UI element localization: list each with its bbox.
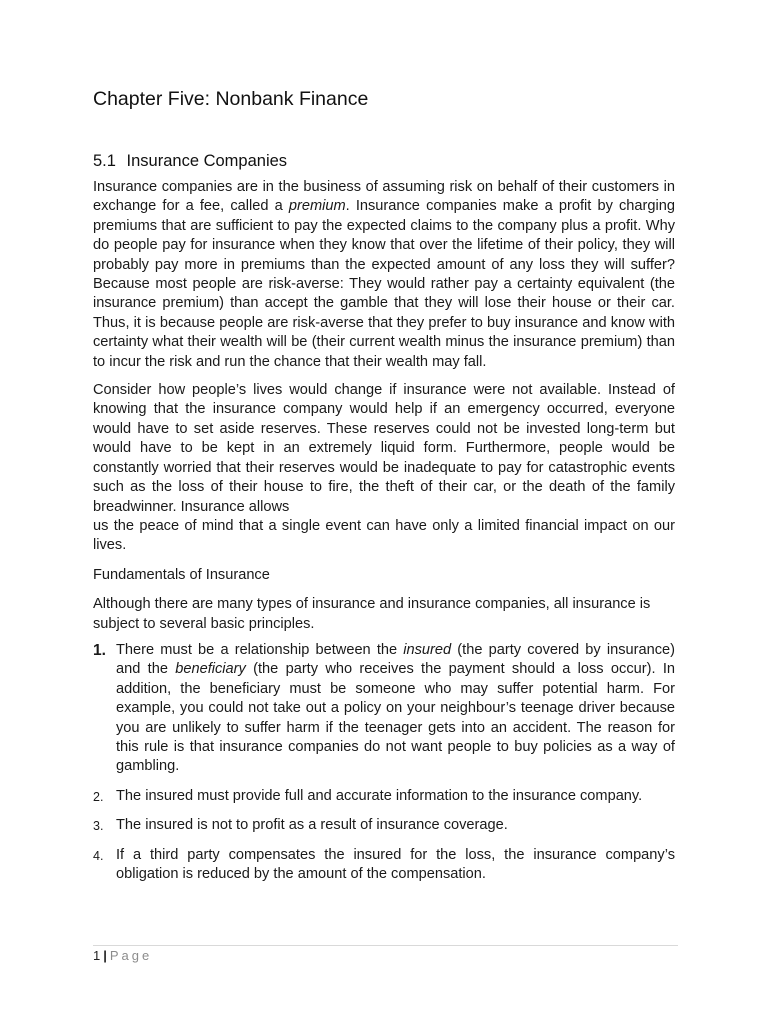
paragraph-without-insurance: Consider how people’s lives would change if insurance were not available. Instead of knowing that the insurance company would help if an emergency occurred, everyone would have to set aside reserves. These reserves could not be invested long-term but would have to be kept in an extremely liquid form. Furthermore, people would be constantly worried that their reserves would be inadequate to pay for catastrophic events such as the loss of their house to fire, the theft of their car, or the death of the family breadwinner. Insurance allows bbox=[93, 382, 675, 515]
page-label: Page bbox=[109, 948, 153, 963]
list-number: 4. bbox=[93, 848, 104, 863]
list-item-text: The insured is not to profit as a result of insurance coverage. bbox=[116, 817, 508, 834]
list-item-text: The insured must provide full and accurate information to the insurance company. bbox=[116, 787, 643, 804]
chapter-title: Chapter Five: Nonbank Finance bbox=[93, 88, 369, 110]
principles-list bbox=[93, 641, 675, 884]
page-footer bbox=[93, 948, 152, 964]
text-run: Insurance companies are in the business of assuming risk on behalf of their customers in exchange for a fee, called a bbox=[93, 179, 675, 215]
text-run: (the party who receives the payment should a loss occur). In addition, the beneficiary must be someone who may suffer potential harm. For example, you could not take out a policy on your neighbour’s teenage driver because you are unlikely to suffer harm if the teenager gets into an accident. The reason for this rule is that insurance companies do not want people to buy policies as a way of gambling. bbox=[116, 661, 675, 775]
section-heading bbox=[93, 150, 675, 172]
text-run: . Insurance companies make a profit by charging premiums that are sufficient to pay the expected claims to the company plus a profit. Why do people pay for insurance when they know that over the lifetime of their policy, they will probably pay more in premiums than the expected amount of any loss they will suffer? Because most people are risk-averse: They would rather pay a bbox=[93, 198, 675, 293]
emphasis-beneficiary: beneficiary bbox=[175, 661, 246, 678]
paragraph-without-insurance-cont: us the peace of mind that a single event can have only a limited financial impact on our lives. bbox=[93, 517, 675, 554]
paragraph-principles-intro: Although there are many types of insurance and insurance companies, all insurance is subject to several basic principles. bbox=[93, 596, 651, 632]
page-number: 1 bbox=[93, 948, 101, 963]
list-item-text: If a third party compensates the insured for the loss, the insurance company’s obligation is reduced by the amount of the compensation. bbox=[116, 846, 675, 882]
list-number: 1. bbox=[93, 641, 106, 659]
list-number: 2. bbox=[93, 789, 104, 804]
list-item-text bbox=[116, 641, 675, 777]
footer-divider bbox=[93, 945, 678, 946]
paragraph-insurance-intro bbox=[93, 178, 675, 372]
list-item bbox=[93, 787, 675, 806]
term-certainty-equivalent: certainty equivalent bbox=[517, 276, 645, 293]
emphasis-premium: premium bbox=[288, 198, 346, 215]
fundamentals-heading: Fundamentals of Insurance bbox=[93, 566, 270, 583]
page-content bbox=[93, 86, 675, 884]
footer-separator: | bbox=[103, 948, 107, 963]
text-run: (the insurance premium) than accept the gamble that they will lose their house or their car. Thus, it is because people are risk-averse that they prefer to buy insurance and know with certainty what their wealth will be (their current wealth minus the insurance premium) than to incur the risk and run the chance that their wealth may fall. bbox=[93, 276, 676, 370]
section-title: Insurance Companies bbox=[126, 152, 288, 170]
list-item bbox=[93, 641, 675, 777]
text-run: There must be a relationship between the bbox=[116, 641, 404, 658]
list-item bbox=[93, 846, 675, 885]
list-item bbox=[93, 816, 675, 835]
list-number: 3. bbox=[93, 819, 104, 834]
text-run: (the party covered by insurance) and the bbox=[116, 641, 675, 678]
emphasis-insured: insured bbox=[403, 641, 452, 658]
section-number: 5.1 bbox=[93, 152, 116, 170]
